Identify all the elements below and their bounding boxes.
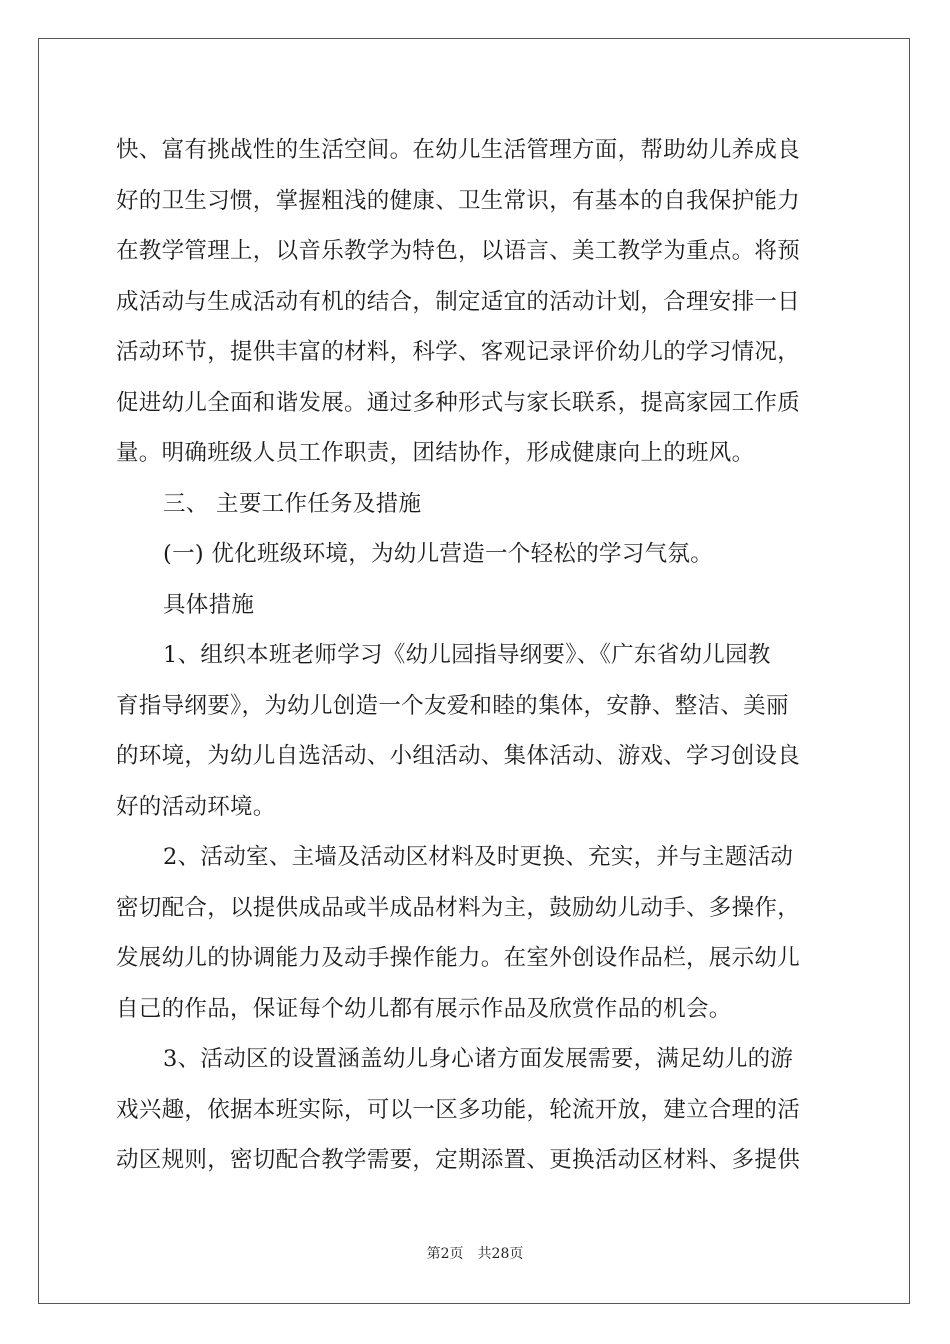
- text-line: 育指导纲要》，为幼儿创造一个友爱和睦的集体，安静、整洁、美丽: [116, 692, 789, 719]
- document-body: [116, 125, 836, 1186]
- text-line: 活动环节，提供丰富的材料，科学、客观记录评价幼儿的学习情况，: [116, 339, 801, 365]
- text-line: 自己的作品，保证每个幼儿都有展示作品及欣赏作品的机会。: [116, 995, 732, 1022]
- text-line: 成活动与生成活动有机的结合，制定适宜的活动计划，合理安排一日: [116, 288, 801, 315]
- text-line: 密切配合，以提供成品或半成品材料为主，鼓励幼儿动手、多操作，: [116, 894, 801, 921]
- page-footer: 第2页 共28页: [426, 1246, 524, 1262]
- text-line: 1、组织本班老师学习《幼儿园指导纲要》、《广东省幼儿园教: [163, 642, 771, 668]
- text-line: 动区规则，密切配合教学需要，定期添置、更换活动区材料、多提供: [116, 1147, 801, 1173]
- text-line: (一) 优化班级环境，为幼儿营造一个轻松的学习气氛。: [163, 541, 714, 567]
- text-line: 3、活动区的设置涵盖幼儿身心诸方面发展需要，满足幼儿的游: [163, 1046, 794, 1072]
- text-line: 在教学管理上，以音乐教学为特色，以语言、美工教学为重点。将预: [116, 238, 801, 264]
- text-line: 三、 主要工作任务及措施: [163, 490, 422, 517]
- text-line: 的环境，为幼儿自选活动、小组活动、集体活动、游戏、学习创设良: [116, 743, 801, 769]
- text-line: 量。明确班级人员工作职责，团结协作，形成健康向上的班风。: [116, 440, 755, 466]
- text-line: 促进幼儿全面和谐发展。通过多种形式与家长联系，提高家园工作质: [116, 389, 801, 416]
- text-line: 戏兴趣，依据本班实际，可以一区多功能，轮流开放，建立合理的活: [116, 1096, 801, 1123]
- text-line: 快、富有挑战性的生活空间。在幼儿生活管理方面，帮助幼儿养成良: [116, 137, 801, 163]
- text-line: 发展幼儿的协调能力及动手操作能力。在室外创设作品栏，展示幼儿: [116, 945, 801, 971]
- text-line: 好的活动环境。: [116, 793, 276, 820]
- text-line: 具体措施: [163, 591, 255, 618]
- text-line: 2、活动室、主墙及活动区材料及时更换、充实，并与主题活动: [163, 844, 794, 870]
- text-line: 好的卫生习惯，掌握粗浅的健康、卫生常识，有基本的自我保护能力: [116, 187, 801, 214]
